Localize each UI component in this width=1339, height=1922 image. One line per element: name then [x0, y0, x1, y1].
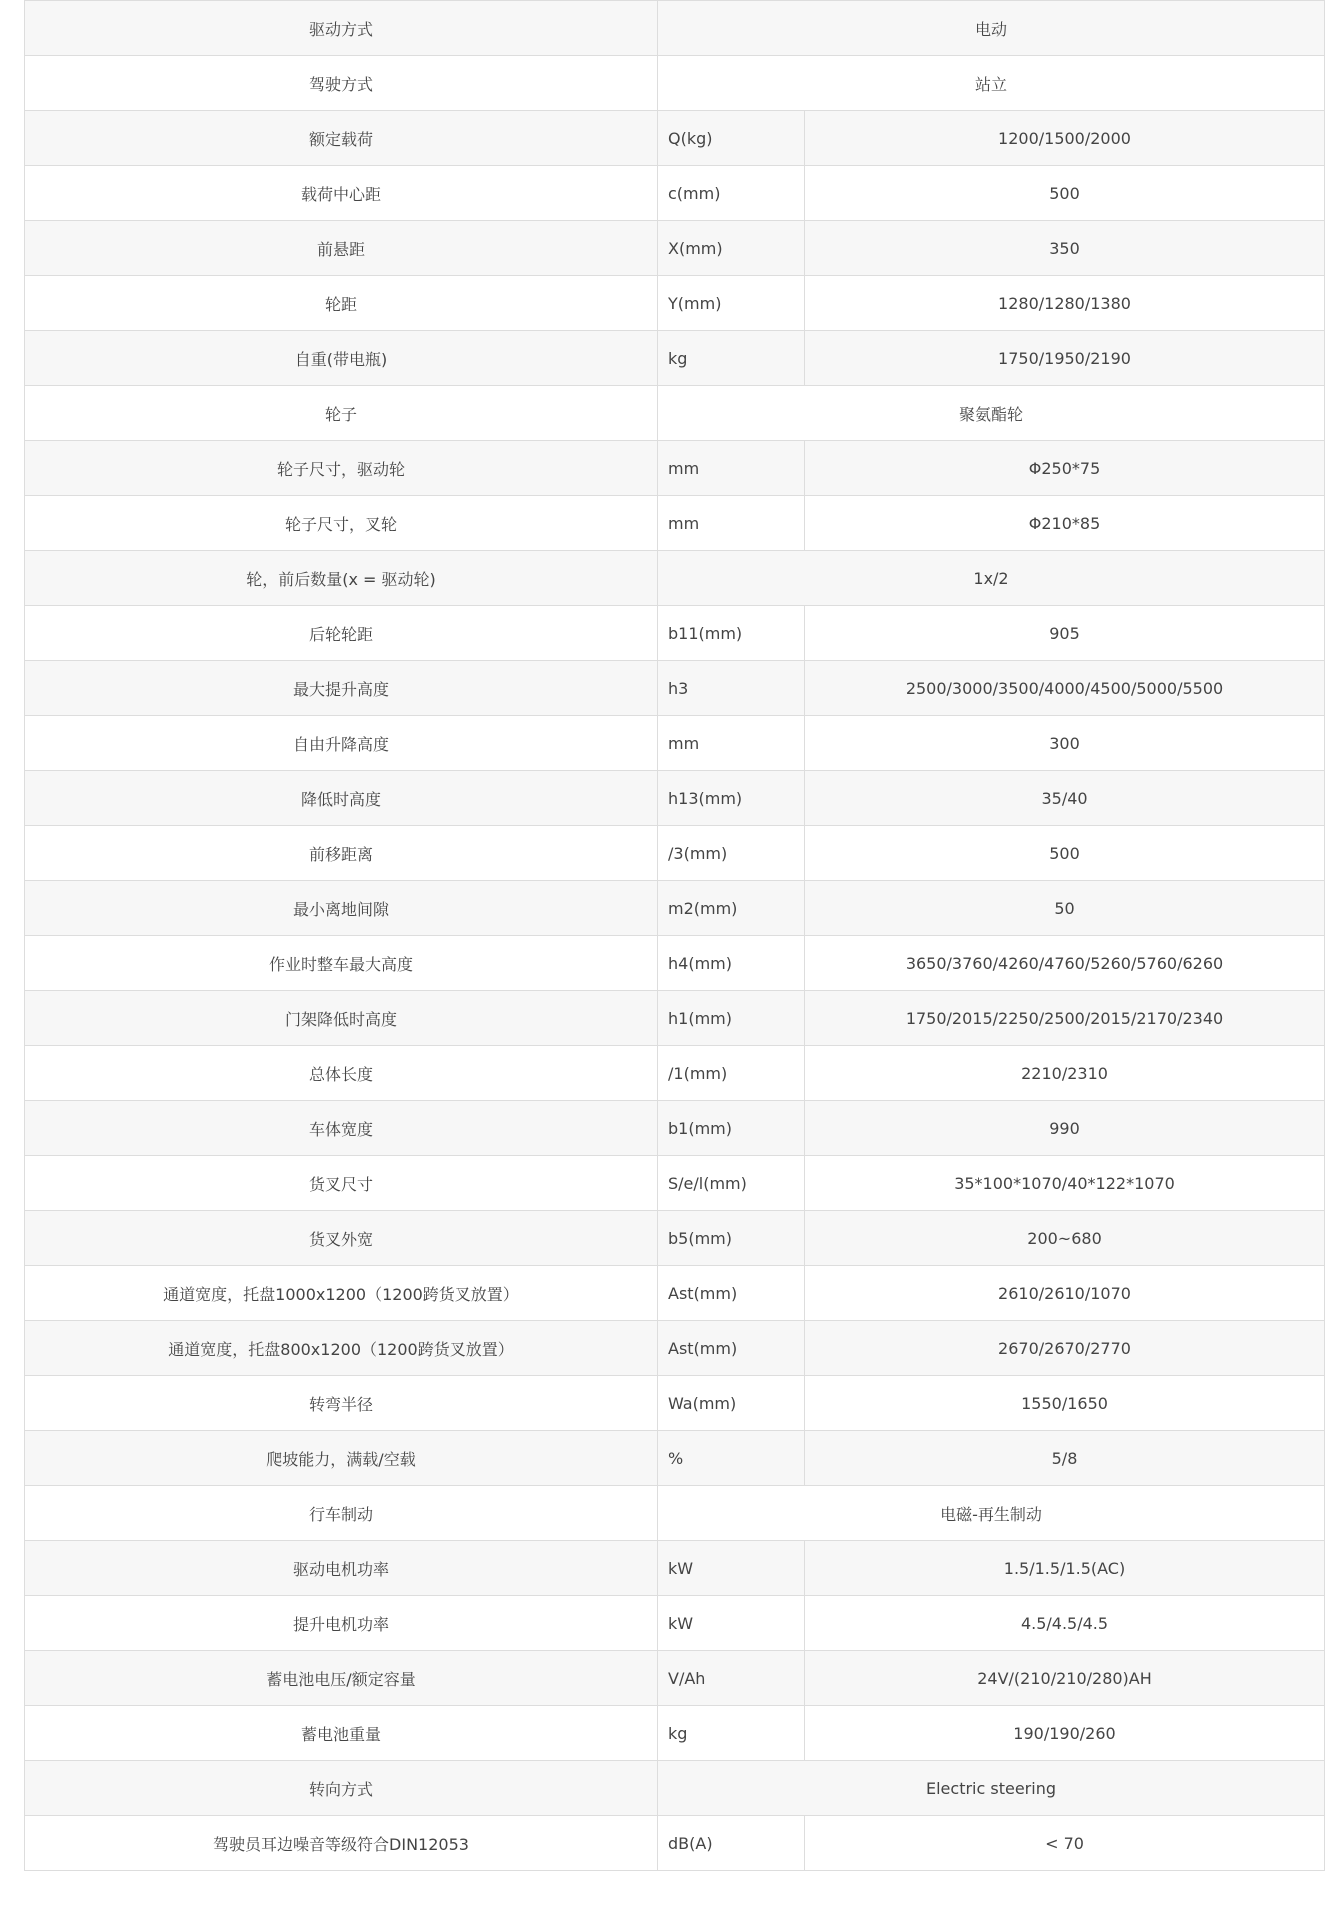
- spec-unit-cell: V/Ah: [658, 1651, 805, 1706]
- spec-name-cell: 通道宽度，托盘1000x1200（1200跨货叉放置）: [25, 1266, 658, 1321]
- table-row: [25, 1486, 1325, 1541]
- spec-unit-cell: h13(mm): [658, 771, 805, 826]
- table-row: [25, 1651, 1325, 1706]
- spec-name-cell: 爬坡能力，满载/空载: [25, 1431, 658, 1486]
- spec-unit-cell: Y(mm): [658, 276, 805, 331]
- spec-value-cell: 2500/3000/3500/4000/4500/5000/5500: [805, 661, 1325, 716]
- spec-value-cell: 500: [805, 166, 1325, 221]
- spec-value-cell: 1200/1500/2000: [805, 111, 1325, 166]
- table-row: [25, 331, 1325, 386]
- spec-value-cell: 电动: [658, 1, 1325, 56]
- spec-name-cell: 轮，前后数量(x = 驱动轮): [25, 551, 658, 606]
- spec-value-cell: 2670/2670/2770: [805, 1321, 1325, 1376]
- spec-name-cell: 驾驶方式: [25, 56, 658, 111]
- spec-unit-cell: m2(mm): [658, 881, 805, 936]
- spec-unit-cell: /1(mm): [658, 1046, 805, 1101]
- spec-unit-cell: kW: [658, 1541, 805, 1596]
- spec-name-cell: 总体长度: [25, 1046, 658, 1101]
- table-row: [25, 1211, 1325, 1266]
- spec-name-cell: 驾驶员耳边噪音等级符合DIN12053: [25, 1816, 658, 1871]
- spec-name-cell: 提升电机功率: [25, 1596, 658, 1651]
- spec-name-cell: 作业时整车最大高度: [25, 936, 658, 991]
- table-row: [25, 111, 1325, 166]
- spec-name-cell: 驱动方式: [25, 1, 658, 56]
- spec-value-cell: Φ250*75: [805, 441, 1325, 496]
- table-row: [25, 771, 1325, 826]
- spec-name-cell: 通道宽度，托盘800x1200（1200跨货叉放置）: [25, 1321, 658, 1376]
- spec-unit-cell: b1(mm): [658, 1101, 805, 1156]
- spec-unit-cell: Ast(mm): [658, 1321, 805, 1376]
- spec-name-cell: 货叉尺寸: [25, 1156, 658, 1211]
- spec-value-cell: 站立: [658, 56, 1325, 111]
- spec-name-cell: 后轮轮距: [25, 606, 658, 661]
- spec-name-cell: 蓄电池重量: [25, 1706, 658, 1761]
- spec-unit-cell: dB(A): [658, 1816, 805, 1871]
- table-row: [25, 56, 1325, 111]
- spec-unit-cell: kg: [658, 331, 805, 386]
- spec-unit-cell: mm: [658, 496, 805, 551]
- spec-name-cell: 载荷中心距: [25, 166, 658, 221]
- table-row: [25, 551, 1325, 606]
- spec-name-cell: 车体宽度: [25, 1101, 658, 1156]
- spec-unit-cell: h1(mm): [658, 991, 805, 1046]
- table-row: [25, 1816, 1325, 1871]
- spec-value-cell: < 70: [805, 1816, 1325, 1871]
- spec-unit-cell: /3(mm): [658, 826, 805, 881]
- spec-name-cell: 轮子尺寸，驱动轮: [25, 441, 658, 496]
- spec-name-cell: 轮子: [25, 386, 658, 441]
- spec-name-cell: 额定载荷: [25, 111, 658, 166]
- spec-unit-cell: kW: [658, 1596, 805, 1651]
- spec-value-cell: 1.5/1.5/1.5(AC): [805, 1541, 1325, 1596]
- spec-value-cell: 350: [805, 221, 1325, 276]
- spec-unit-cell: Wa(mm): [658, 1376, 805, 1431]
- spec-value-cell: 990: [805, 1101, 1325, 1156]
- table-row: [25, 276, 1325, 331]
- table-row: [25, 1376, 1325, 1431]
- spec-value-cell: 聚氨酯轮: [658, 386, 1325, 441]
- table-row: [25, 606, 1325, 661]
- spec-value-cell: 500: [805, 826, 1325, 881]
- spec-value-cell: 1x/2: [658, 551, 1325, 606]
- spec-name-cell: 最小离地间隙: [25, 881, 658, 936]
- spec-value-cell: 电磁-再生制动: [658, 1486, 1325, 1541]
- spec-value-cell: 35*100*1070/40*122*1070: [805, 1156, 1325, 1211]
- spec-name-cell: 蓄电池电压/额定容量: [25, 1651, 658, 1706]
- spec-unit-cell: b5(mm): [658, 1211, 805, 1266]
- spec-value-cell: 1280/1280/1380: [805, 276, 1325, 331]
- spec-value-cell: 905: [805, 606, 1325, 661]
- table-row: [25, 166, 1325, 221]
- spec-name-cell: 门架降低时高度: [25, 991, 658, 1046]
- spec-value-cell: 1550/1650: [805, 1376, 1325, 1431]
- spec-name-cell: 货叉外宽: [25, 1211, 658, 1266]
- spec-value-cell: Φ210*85: [805, 496, 1325, 551]
- spec-value-cell: 2210/2310: [805, 1046, 1325, 1101]
- spec-value-cell: 35/40: [805, 771, 1325, 826]
- spec-name-cell: 最大提升高度: [25, 661, 658, 716]
- spec-table-body: [25, 1, 1325, 1871]
- table-row: [25, 1, 1325, 56]
- table-row: [25, 441, 1325, 496]
- spec-unit-cell: kg: [658, 1706, 805, 1761]
- spec-value-cell: 50: [805, 881, 1325, 936]
- spec-unit-cell: Ast(mm): [658, 1266, 805, 1321]
- spec-value-cell: 5/8: [805, 1431, 1325, 1486]
- spec-value-cell: Electric steering: [658, 1761, 1325, 1816]
- spec-value-cell: 1750/1950/2190: [805, 331, 1325, 386]
- spec-name-cell: 轮子尺寸，叉轮: [25, 496, 658, 551]
- table-row: [25, 661, 1325, 716]
- table-row: [25, 716, 1325, 771]
- table-row: [25, 1431, 1325, 1486]
- table-row: [25, 881, 1325, 936]
- spec-name-cell: 轮距: [25, 276, 658, 331]
- spec-value-cell: 4.5/4.5/4.5: [805, 1596, 1325, 1651]
- spec-unit-cell: b11(mm): [658, 606, 805, 661]
- table-row: [25, 1156, 1325, 1211]
- table-row: [25, 1101, 1325, 1156]
- spec-unit-cell: %: [658, 1431, 805, 1486]
- spec-value-cell: 1750/2015/2250/2500/2015/2170/2340: [805, 991, 1325, 1046]
- spec-value-cell: 200~680: [805, 1211, 1325, 1266]
- table-row: [25, 826, 1325, 881]
- spec-unit-cell: mm: [658, 716, 805, 771]
- spec-unit-cell: mm: [658, 441, 805, 496]
- table-row: [25, 1761, 1325, 1816]
- table-row: [25, 1541, 1325, 1596]
- spec-value-cell: 190/190/260: [805, 1706, 1325, 1761]
- spec-name-cell: 前移距离: [25, 826, 658, 881]
- spec-table: [24, 0, 1325, 1871]
- spec-name-cell: 行车制动: [25, 1486, 658, 1541]
- table-row: [25, 991, 1325, 1046]
- spec-unit-cell: h4(mm): [658, 936, 805, 991]
- spec-value-cell: 300: [805, 716, 1325, 771]
- spec-value-cell: 3650/3760/4260/4760/5260/5760/6260: [805, 936, 1325, 991]
- spec-unit-cell: c(mm): [658, 166, 805, 221]
- spec-name-cell: 自由升降高度: [25, 716, 658, 771]
- table-row: [25, 221, 1325, 276]
- spec-unit-cell: S/e/l(mm): [658, 1156, 805, 1211]
- spec-value-cell: 24V/(210/210/280)AH: [805, 1651, 1325, 1706]
- spec-name-cell: 前悬距: [25, 221, 658, 276]
- spec-name-cell: 驱动电机功率: [25, 1541, 658, 1596]
- table-row: [25, 1596, 1325, 1651]
- spec-unit-cell: X(mm): [658, 221, 805, 276]
- spec-name-cell: 转向方式: [25, 1761, 658, 1816]
- table-row: [25, 936, 1325, 991]
- spec-unit-cell: h3: [658, 661, 805, 716]
- table-row: [25, 1321, 1325, 1376]
- table-row: [25, 1046, 1325, 1101]
- table-row: [25, 1266, 1325, 1321]
- spec-unit-cell: Q(kg): [658, 111, 805, 166]
- table-row: [25, 1706, 1325, 1761]
- spec-name-cell: 转弯半径: [25, 1376, 658, 1431]
- spec-name-cell: 降低时高度: [25, 771, 658, 826]
- spec-value-cell: 2610/2610/1070: [805, 1266, 1325, 1321]
- table-row: [25, 496, 1325, 551]
- table-row: [25, 386, 1325, 441]
- spec-name-cell: 自重(带电瓶): [25, 331, 658, 386]
- spec-table-container: [24, 0, 1324, 1871]
